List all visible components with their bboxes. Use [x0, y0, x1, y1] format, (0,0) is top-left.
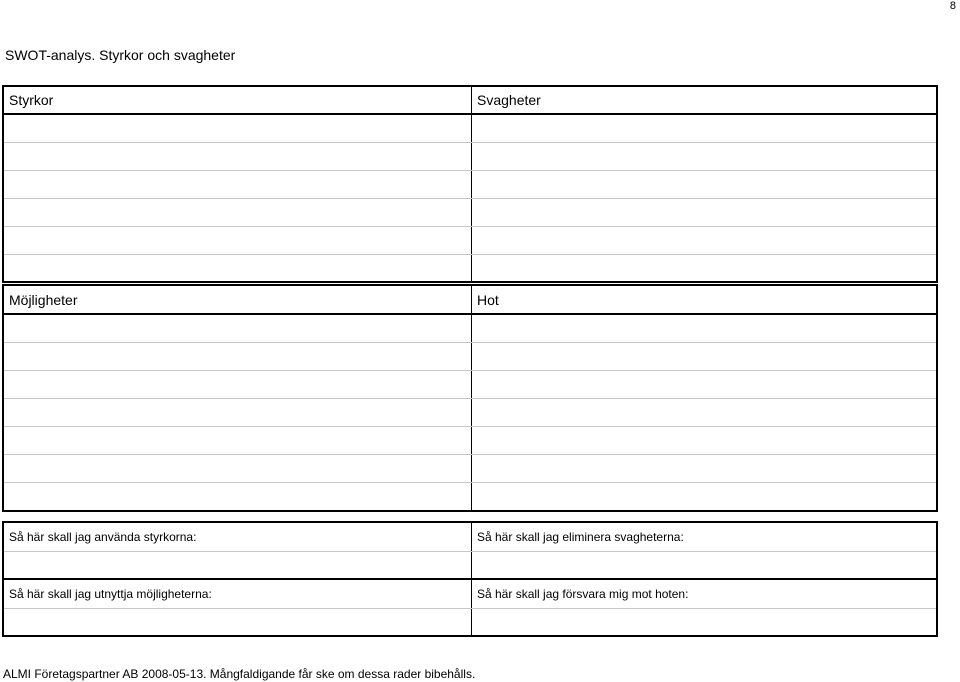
threats-entry-cell[interactable]: [472, 342, 938, 370]
strengths-heading: Styrkor: [3, 86, 472, 114]
footer-note: ALMI Företagspartner AB 2008-05-13. Mångfaldigande får ske om dessa rader bibehålls.: [3, 667, 476, 681]
page-title: SWOT-analys. Styrkor och svagheter: [5, 47, 236, 63]
strengths-weaknesses-table: [2, 85, 938, 283]
opportunities-entry-cell[interactable]: [3, 314, 472, 342]
opportunities-entry-cell[interactable]: [3, 482, 472, 511]
exploit-opportunities-entry-cell[interactable]: [3, 608, 472, 636]
threats-entry-cell[interactable]: [472, 482, 938, 511]
opportunities-entry-cell[interactable]: [3, 370, 472, 398]
threats-entry-cell[interactable]: [472, 370, 938, 398]
use-strengths-label: Så här skall jag använda styrkorna:: [3, 522, 472, 551]
strengths-entry-cell[interactable]: [3, 170, 472, 198]
opportunities-entry-cell[interactable]: [3, 342, 472, 370]
defend-threats-entry-cell[interactable]: [472, 608, 938, 636]
strengths-entry-cell[interactable]: [3, 226, 472, 254]
strengths-entry-cell[interactable]: [3, 254, 472, 282]
weaknesses-entry-cell[interactable]: [472, 142, 938, 170]
opportunities-entry-cell[interactable]: [3, 398, 472, 426]
weaknesses-entry-cell[interactable]: [472, 226, 938, 254]
eliminate-weaknesses-entry-cell[interactable]: [472, 551, 938, 579]
opportunities-entry-cell[interactable]: [3, 454, 472, 482]
weaknesses-entry-cell[interactable]: [472, 114, 938, 142]
weaknesses-entry-cell[interactable]: [472, 254, 938, 282]
eliminate-weaknesses-label: Så här skall jag eliminera svagheterna:: [472, 522, 938, 551]
strengths-entry-cell[interactable]: [3, 198, 472, 226]
threats-entry-cell[interactable]: [472, 426, 938, 454]
threats-entry-cell[interactable]: [472, 454, 938, 482]
strengths-entry-cell[interactable]: [3, 114, 472, 142]
threats-entry-cell[interactable]: [472, 314, 938, 342]
exploit-opportunities-label: Så här skall jag utnyttja möjligheterna:: [3, 579, 472, 608]
weaknesses-entry-cell[interactable]: [472, 198, 938, 226]
defend-threats-label: Så här skall jag försvara mig mot hoten:: [472, 579, 938, 608]
strengths-entry-cell[interactable]: [3, 142, 472, 170]
opportunities-heading: Möjligheter: [3, 285, 472, 314]
opportunities-entry-cell[interactable]: [3, 426, 472, 454]
threats-entry-cell[interactable]: [472, 398, 938, 426]
strategy-table: [2, 521, 938, 637]
opportunities-threats-table: [2, 284, 938, 512]
use-strengths-entry-cell[interactable]: [3, 551, 472, 579]
threats-heading: Hot: [472, 285, 938, 314]
weaknesses-entry-cell[interactable]: [472, 170, 938, 198]
weaknesses-heading: Svagheter: [472, 86, 938, 114]
page-number: 8: [949, 0, 956, 12]
